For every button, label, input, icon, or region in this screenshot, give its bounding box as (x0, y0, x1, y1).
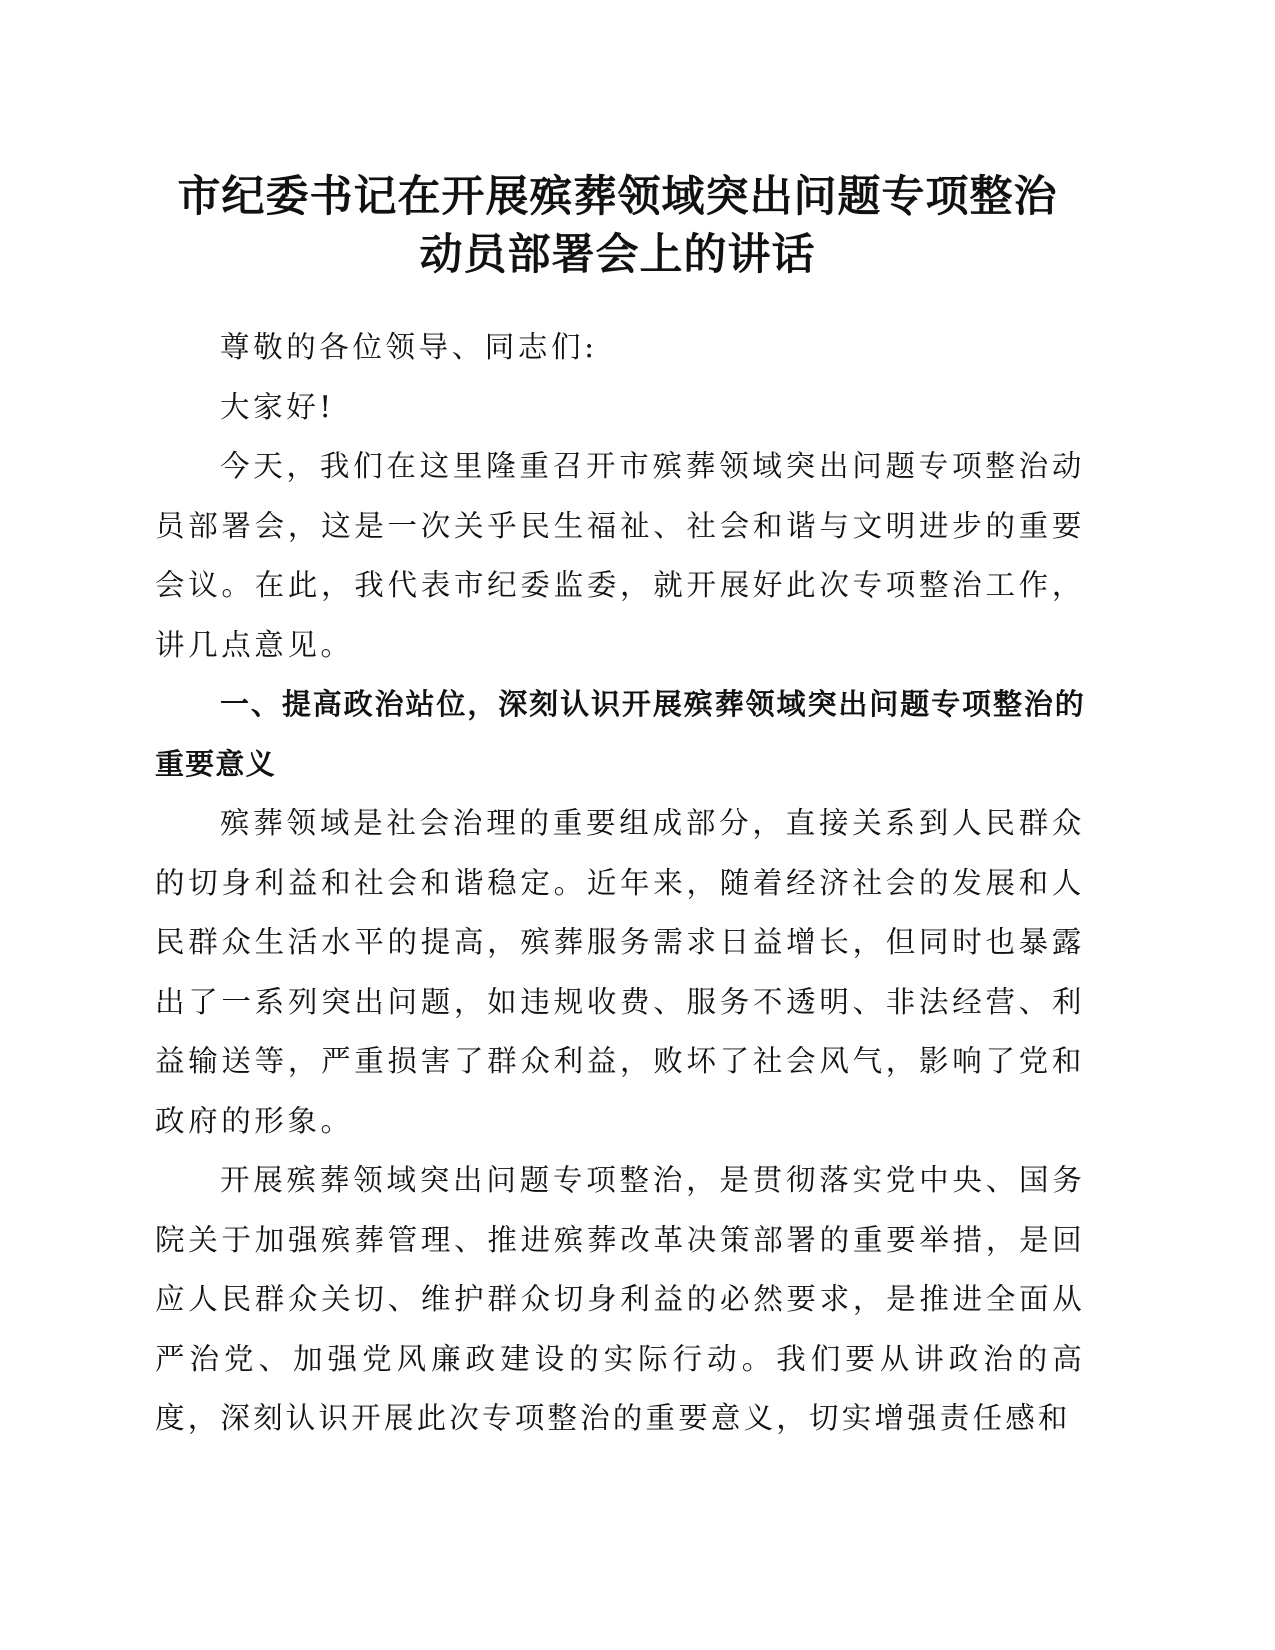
salutation: 尊敬的各位领导、同志们: (220, 330, 598, 364)
greeting: 大家好! (220, 389, 335, 424)
title-line-1: 市纪委书记在开展殡葬领域突出问题专项整治 (177, 172, 1058, 222)
body-paragraph: 殡葬领域是社会治理的重要组成部分，直接关系到人民群众的切身利益和社会和谐稳定。近年来，随着经济社会的发展和人民群众生活水平的提高，殡葬服务需求日益增长，但同时也暴露出了一系列突出问题，如违规收费、服务不透明、非法经营、利益输送等，严重损害了群众利益，败坏了社会风气，影响了党和政府的形象。 (155, 806, 1085, 1138)
document-body (155, 318, 1085, 1449)
title-line-2: 动员部署会上的讲话 (419, 230, 816, 280)
document-title (150, 168, 1085, 284)
body-paragraph: 开展殡葬领域突出问题专项整治，是贯彻落实党中央、国务院关于加强殡葬管理、推进殡葬改革决策部署的重要举措，是回应人民群众关切、维护群众切身利益的必然要求，是推进全面从严治党、加强党风廉政建设的实际行动。我们要从讲政治的高度，深刻认识开展此次专项整治的重要意义，切实增强责任感和 (155, 1163, 1085, 1435)
body-paragraph: 今天，我们在这里隆重召开市殡葬领域突出问题专项整治动员部署会，这是一次关乎民生福祉、社会和谐与文明进步的重要会议。在此，我代表市纪委监委，就开展好此次专项整治工作，讲几点意见。 (155, 449, 1085, 662)
section-heading: 一、提高政治站位，深刻认识开展殡葬领域突出问题专项整治的重要意义 (155, 687, 1085, 781)
